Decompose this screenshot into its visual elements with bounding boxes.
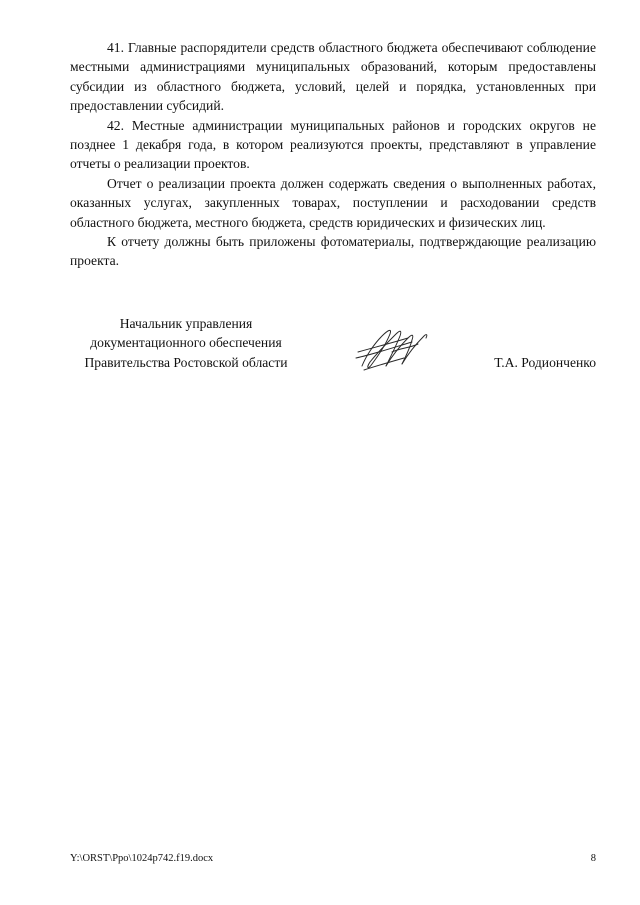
signature-block [70, 314, 596, 374]
file-path: Y:\ORST\Ppo\1024p742.f19.docx [70, 853, 214, 864]
page-number: 8 [590, 853, 596, 864]
signer-position-line: документационного обеспечения [90, 335, 282, 351]
handwritten-signature [352, 322, 434, 374]
paragraph-report-attachments: К отчету должны быть приложены фотоматериалы, подтверждающие реализацию проекта. [70, 234, 596, 269]
signer-name: Т.А. Родионченко [494, 354, 596, 370]
paragraph-42: 42. Местные администрации муниципальных районов и городских округов не позднее 1 декабря года, в котором реализуются проекты, представляют в управление отчеты о реализации проектов. [70, 117, 596, 172]
document-body [70, 38, 596, 271]
signer-position-line: Начальник управления [119, 316, 253, 331]
paragraph-report-content: Отчет о реализации проекта должен содержать сведения о выполненных работах, оказанных услугах, закупленных товарах, поступлении и расходовании средств областного бюджета, местного бюджета, средств юридических и физических лиц. [70, 175, 596, 230]
paragraph-41: 41. Главные распорядители средств областного бюджета обеспечивают соблюдение местными администрациями муниципальных образований, которым предоставлены субсидии из областного бюджета, условий, целей и порядка, установленных при предоставлении субсидий. [70, 40, 596, 114]
signer-position [70, 314, 302, 372]
signer-position-line: Правительства Ростовской области [84, 354, 288, 370]
